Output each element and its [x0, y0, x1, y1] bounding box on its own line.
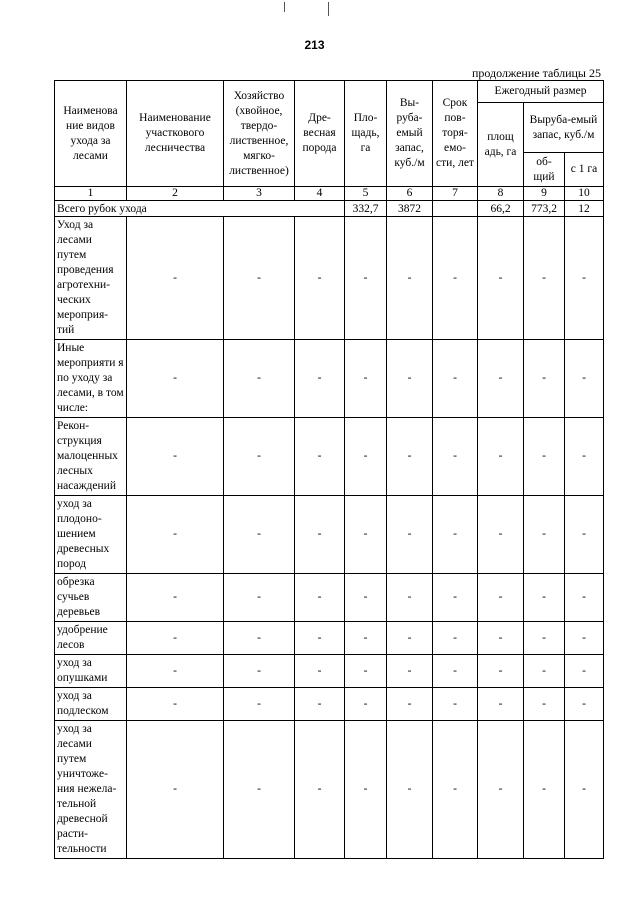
empty-value-dash: - — [433, 418, 478, 496]
empty-value-dash: - — [127, 340, 224, 418]
column-number: 6 — [387, 187, 433, 201]
continuation-label: продолжение таблицы 25 — [471, 66, 601, 80]
table-row — [55, 496, 604, 574]
empty-value-dash: - — [565, 721, 604, 859]
empty-value-dash: - — [565, 418, 604, 496]
care-type-name: уход за опушками — [55, 655, 127, 688]
empty-value-dash: - — [127, 622, 224, 655]
table-row — [55, 217, 604, 340]
table-row — [55, 340, 604, 418]
empty-value-dash: - — [433, 574, 478, 622]
total-area: 332,7 — [345, 201, 387, 217]
empty-value-dash: - — [478, 496, 524, 574]
empty-value-dash: - — [565, 496, 604, 574]
empty-value-dash: - — [524, 721, 565, 859]
empty-value-dash: - — [478, 217, 524, 340]
care-type-name: Уход за лесами путем проведения агротехни-ческих мероприя-тий — [55, 217, 127, 340]
total-annual-volume: 773,2 — [524, 201, 565, 217]
column-number: 2 — [127, 187, 224, 201]
care-type-name: Иные мероприяти я по уходу за лесами, в том числе: — [55, 340, 127, 418]
column-number: 10 — [565, 187, 604, 201]
column-number: 9 — [524, 187, 565, 201]
empty-value-dash: - — [524, 418, 565, 496]
empty-value-dash: - — [433, 496, 478, 574]
empty-value-dash: - — [345, 721, 387, 859]
empty-value-dash: - — [387, 721, 433, 859]
empty-value-dash: - — [433, 655, 478, 688]
empty-value-dash: - — [387, 217, 433, 340]
total-label: Всего рубок ухода — [55, 201, 345, 217]
care-type-name: уход за подлеском — [55, 688, 127, 721]
table-row — [55, 721, 604, 859]
total-per-ha: 12 — [565, 201, 604, 217]
empty-value-dash: - — [127, 688, 224, 721]
empty-value-dash: - — [524, 574, 565, 622]
empty-value-dash: - — [565, 622, 604, 655]
empty-value-dash: - — [345, 622, 387, 655]
empty-value-dash: - — [524, 496, 565, 574]
empty-value-dash: - — [345, 688, 387, 721]
empty-value-dash: - — [295, 688, 345, 721]
header-annual-size: Ежегодный размер — [478, 81, 604, 103]
empty-value-dash: - — [387, 622, 433, 655]
empty-value-dash: - — [295, 340, 345, 418]
empty-value-dash: - — [127, 496, 224, 574]
header-forestry: Наименование участкового лесничества — [127, 81, 224, 187]
empty-value-dash: - — [433, 622, 478, 655]
empty-value-dash: - — [345, 655, 387, 688]
empty-value-dash: - — [224, 622, 295, 655]
empty-value-dash: - — [224, 688, 295, 721]
empty-value-dash: - — [295, 655, 345, 688]
empty-value-dash: - — [295, 217, 345, 340]
header-annual-volume: Выруба-емый запас, куб./м — [524, 103, 604, 153]
header-annual-area: площ адь, га — [478, 103, 524, 187]
empty-value-dash: - — [387, 418, 433, 496]
empty-value-dash: - — [224, 574, 295, 622]
total-annual-area: 66,2 — [478, 201, 524, 217]
empty-value-dash: - — [127, 655, 224, 688]
empty-value-dash: - — [565, 217, 604, 340]
empty-value-dash: - — [387, 496, 433, 574]
empty-value-dash: - — [524, 622, 565, 655]
empty-value-dash: - — [345, 574, 387, 622]
care-type-name: удобрение лесов — [55, 622, 127, 655]
empty-value-dash: - — [433, 688, 478, 721]
table-row — [55, 574, 604, 622]
empty-value-dash: - — [224, 340, 295, 418]
column-number-row — [55, 187, 604, 201]
empty-value-dash: - — [524, 655, 565, 688]
total-volume: 3872 — [387, 201, 433, 217]
empty-value-dash: - — [478, 574, 524, 622]
empty-value-dash: - — [345, 217, 387, 340]
empty-value-dash: - — [127, 418, 224, 496]
empty-value-dash: - — [524, 340, 565, 418]
column-number: 4 — [295, 187, 345, 201]
empty-value-dash: - — [478, 340, 524, 418]
total-row — [55, 201, 604, 217]
empty-value-dash: - — [565, 688, 604, 721]
table-row — [55, 418, 604, 496]
empty-value-dash: - — [433, 217, 478, 340]
table-row — [55, 688, 604, 721]
empty-value-dash: - — [345, 418, 387, 496]
column-number: 8 — [478, 187, 524, 201]
empty-value-dash: - — [224, 655, 295, 688]
empty-value-dash: - — [478, 418, 524, 496]
column-number: 3 — [224, 187, 295, 201]
empty-value-dash: - — [524, 688, 565, 721]
header-care-type: Наименова ние видов ухода за лесами — [55, 81, 127, 187]
header-species: Дре-весная порода — [295, 81, 345, 187]
empty-value-dash: - — [565, 340, 604, 418]
table-row — [55, 655, 604, 688]
empty-value-dash: - — [345, 340, 387, 418]
empty-value-dash: - — [478, 655, 524, 688]
forest-care-table — [54, 80, 604, 859]
empty-value-dash: - — [295, 418, 345, 496]
header-repeat-period: Срок пов-торя-емо-сти, лет — [433, 81, 478, 187]
empty-value-dash: - — [387, 688, 433, 721]
care-type-name: обрезка сучьев деревьев — [55, 574, 127, 622]
care-type-name: уход за лесами путем уничтоже-ния нежела-тельной древесной расти-тельности — [55, 721, 127, 859]
empty-value-dash: - — [295, 721, 345, 859]
table-row — [55, 622, 604, 655]
header-economy: Хозяйство (хвойное, твердо-лиственное, мягко-лиственное) — [224, 81, 295, 187]
empty-value-dash: - — [127, 721, 224, 859]
empty-value-dash: - — [127, 217, 224, 340]
care-type-name: уход за плодоно-шением древесных пород — [55, 496, 127, 574]
column-number: 1 — [55, 187, 127, 201]
empty-value-dash: - — [295, 496, 345, 574]
empty-value-dash: - — [387, 574, 433, 622]
column-number: 5 — [345, 187, 387, 201]
header-area: Пло-щадь, га — [345, 81, 387, 187]
empty-value-dash: - — [565, 574, 604, 622]
column-number: 7 — [433, 187, 478, 201]
empty-value-dash: - — [224, 721, 295, 859]
empty-value-dash: - — [224, 496, 295, 574]
header-volume: Вы-руба-емый запас, куб./м — [387, 81, 433, 187]
empty-value-dash: - — [478, 721, 524, 859]
empty-value-dash: - — [127, 574, 224, 622]
header-annual-volume-total: об-щий — [524, 153, 565, 187]
total-repeat-period — [433, 201, 478, 217]
empty-value-dash: - — [433, 340, 478, 418]
header-annual-volume-per-ha: с 1 га — [565, 153, 604, 187]
empty-value-dash: - — [345, 496, 387, 574]
empty-value-dash: - — [433, 721, 478, 859]
empty-value-dash: - — [387, 340, 433, 418]
empty-value-dash: - — [295, 622, 345, 655]
empty-value-dash: - — [224, 217, 295, 340]
care-type-name: Рекон-струкция малоценных лесных насаждений — [55, 418, 127, 496]
empty-value-dash: - — [478, 688, 524, 721]
empty-value-dash: - — [295, 574, 345, 622]
empty-value-dash: - — [565, 655, 604, 688]
empty-value-dash: - — [224, 418, 295, 496]
scan-marks — [282, 2, 342, 16]
empty-value-dash: - — [387, 655, 433, 688]
page-number: 213 — [304, 38, 325, 52]
empty-value-dash: - — [524, 217, 565, 340]
empty-value-dash: - — [478, 622, 524, 655]
